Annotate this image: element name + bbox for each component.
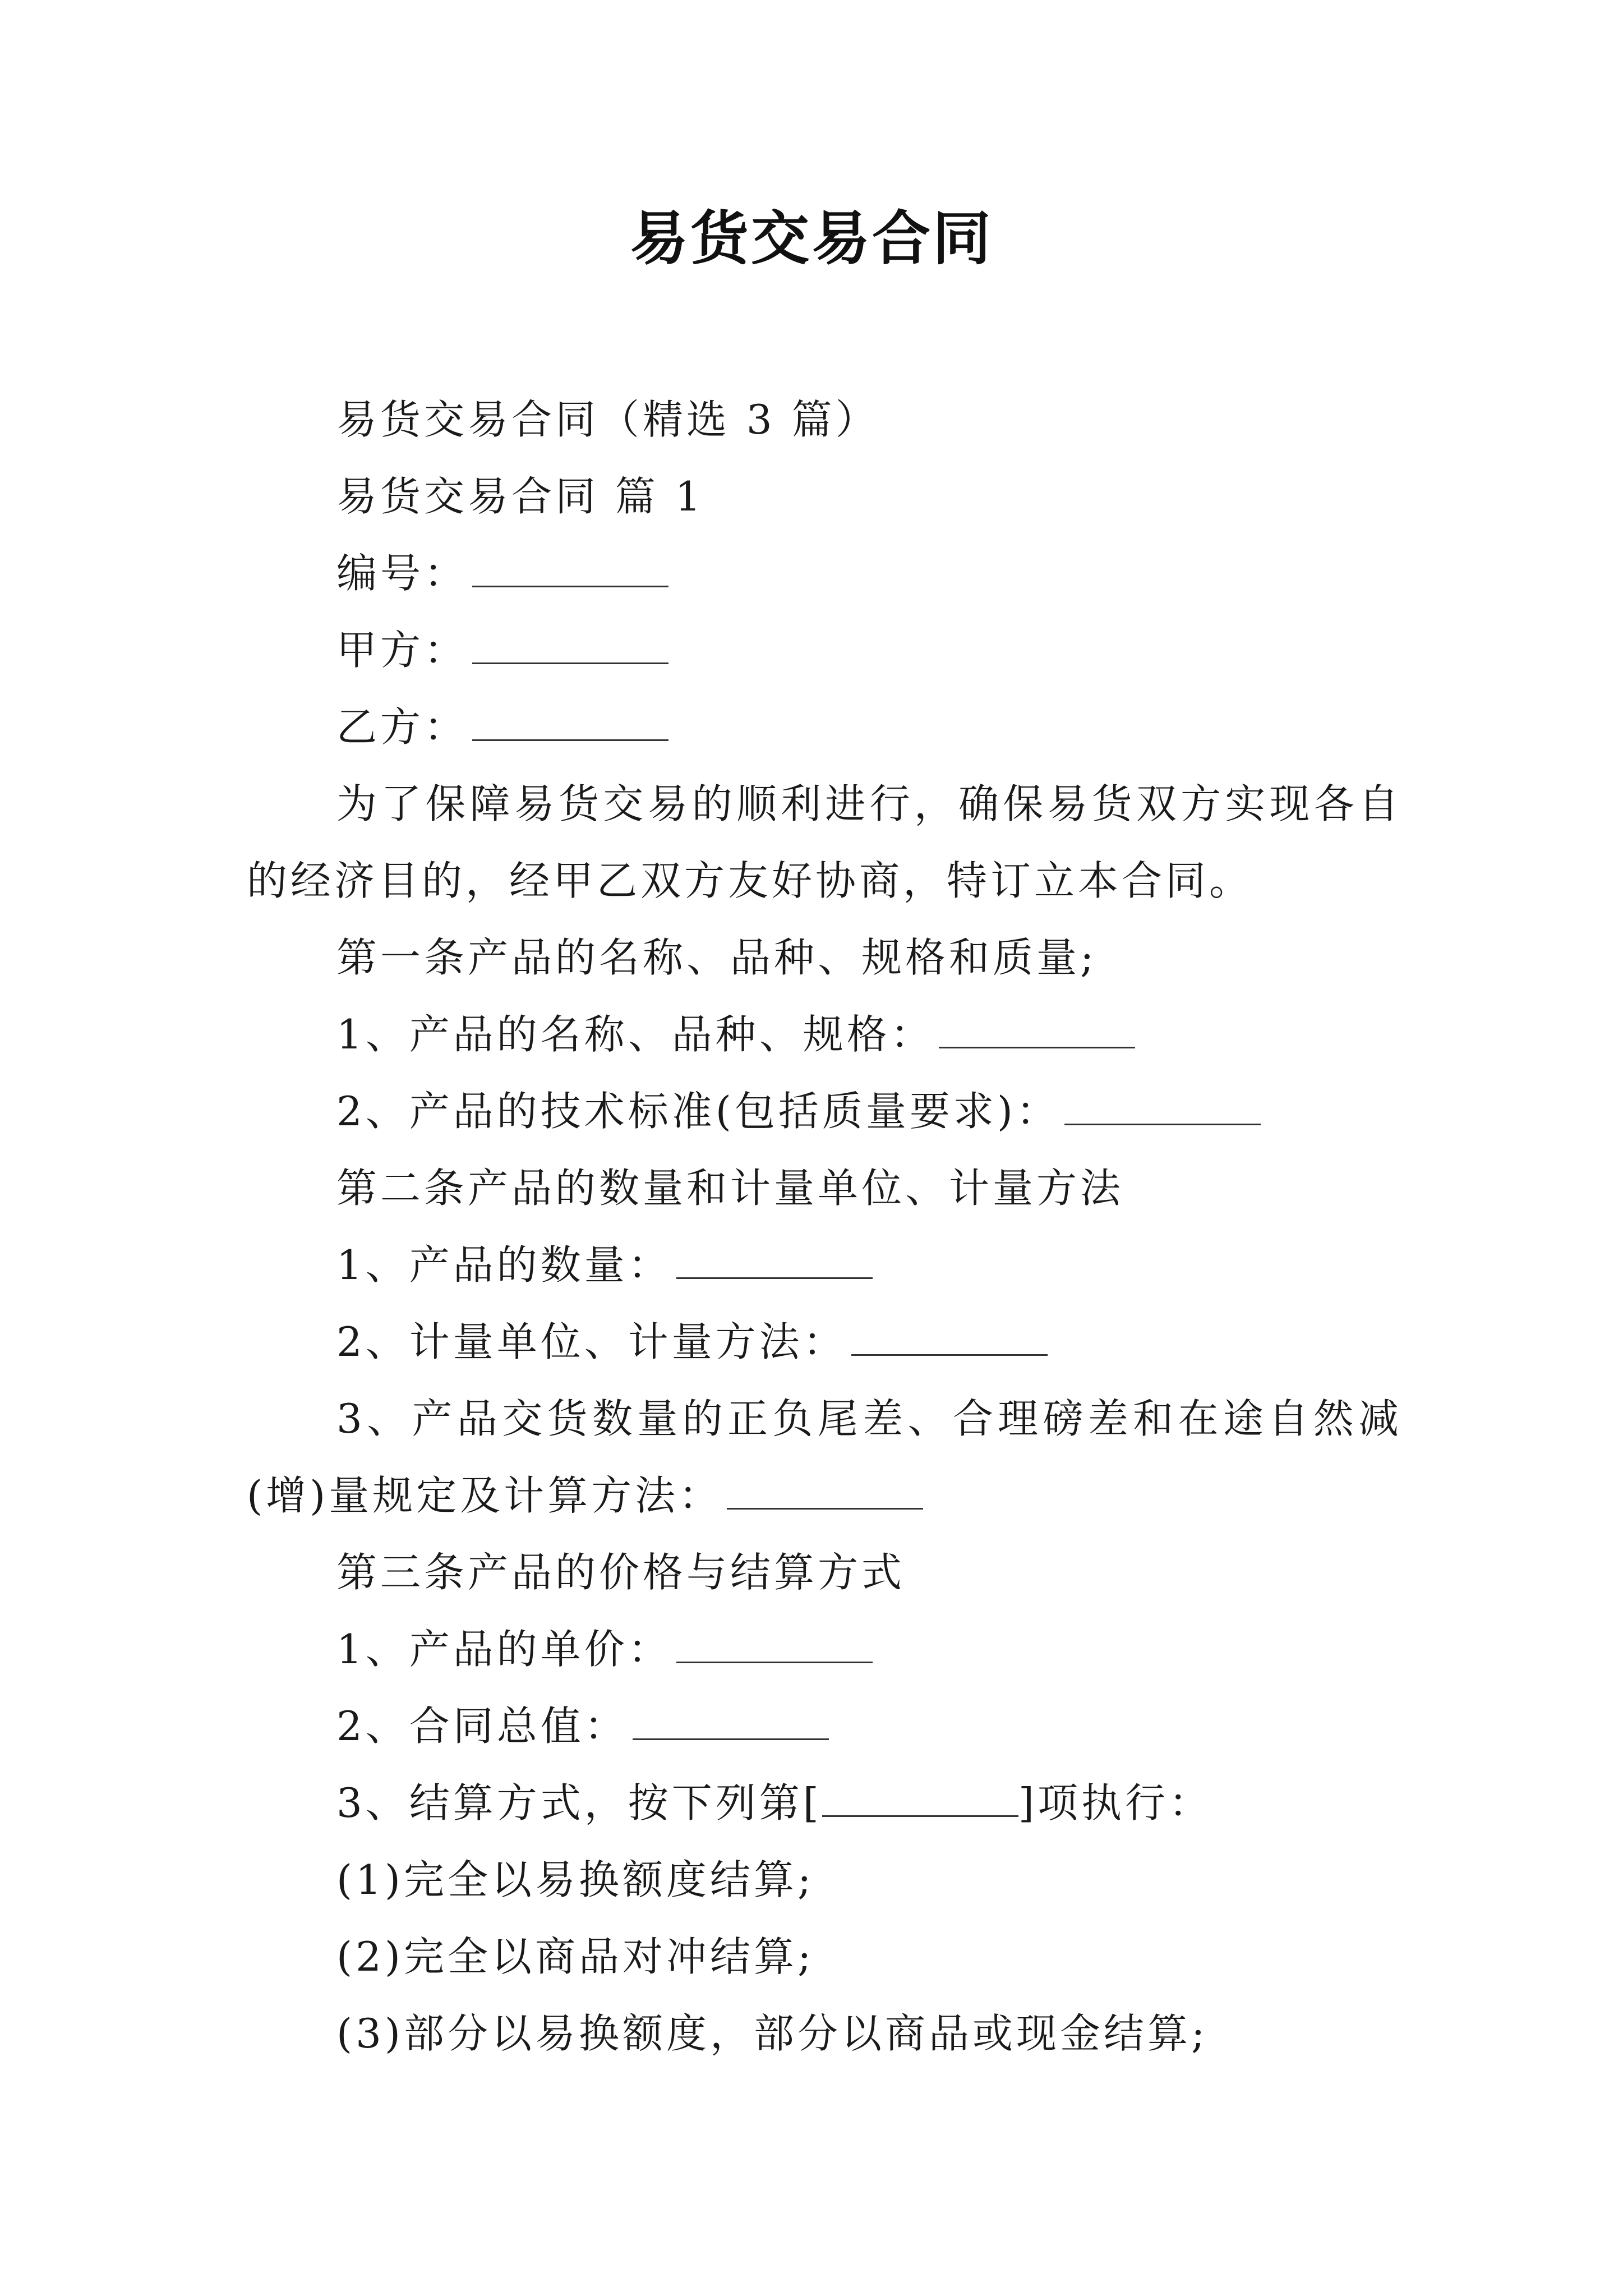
article-3-item-3-text-post: ]项执行： <box>1018 1779 1212 1826</box>
article-3-item-3-blank <box>822 1780 1018 1817</box>
article-3-item-1 <box>247 1611 1402 1688</box>
article-3-item-2-text: 2、合同总值： <box>336 1703 628 1750</box>
option-1 <box>247 1842 1402 1918</box>
article-1-item-2 <box>247 1073 1402 1150</box>
article-2-item-3 <box>247 1381 1402 1534</box>
option-2 <box>247 1918 1402 1995</box>
article-3-item-1-blank <box>676 1627 873 1663</box>
document-body <box>247 381 1402 2072</box>
article-1-text: 第一条产品的名称、品种、规格和质量; <box>336 934 1098 981</box>
section-heading <box>247 458 1402 535</box>
article-2-item-3-blank <box>727 1473 923 1510</box>
article-3-item-2-blank <box>633 1704 829 1740</box>
intro-paragraph: 为了保障易货交易的顺利进行，确保易货双方实现各自的经济目的，经甲乙双方友好协商，特订立本合同。 <box>247 780 1402 904</box>
article-3-item-3 <box>247 1765 1402 1842</box>
article-1-item-2-blank <box>1064 1089 1261 1125</box>
party-a-label: 甲方： <box>336 627 468 674</box>
article-3-heading <box>247 1534 1402 1611</box>
article-3-item-2 <box>247 1688 1402 1765</box>
option-3 <box>247 1995 1402 2072</box>
article-2-item-2 <box>247 1304 1402 1381</box>
article-2-item-3-text: 3、产品交货数量的正负尾差、合理磅差和在途自然减(增)量规定及计算方法： <box>247 1395 1402 1519</box>
article-2-item-2-blank <box>851 1319 1048 1356</box>
party-b-line <box>247 689 1402 766</box>
party-b-blank <box>472 705 668 741</box>
article-1-item-1 <box>247 996 1402 1073</box>
article-3-item-3-text-pre: 3、结算方式，按下列第[ <box>336 1779 822 1826</box>
article-2-item-1-text: 1、产品的数量： <box>336 1241 672 1289</box>
party-a-blank <box>472 628 668 664</box>
article-3-item-1-text: 1、产品的单价： <box>336 1626 672 1673</box>
option-1-text: (1)完全以易换额度结算; <box>336 1856 815 1903</box>
option-3-text: (3)部分以易换额度，部分以商品或现金结算; <box>336 2010 1209 2057</box>
article-1-heading <box>247 919 1402 996</box>
contract-number-blank <box>472 551 668 587</box>
option-2-text: (2)完全以商品对冲结算; <box>336 1933 815 1980</box>
subtitle-selection <box>247 381 1402 458</box>
article-2-item-2-text: 2、计量单位、计量方法： <box>336 1318 847 1365</box>
party-a-line <box>247 612 1402 689</box>
contract-number-label: 编号： <box>336 550 468 597</box>
article-2-text: 第二条产品的数量和计量单位、计量方法 <box>336 1165 1124 1212</box>
article-2-heading <box>247 1150 1402 1227</box>
article-2-item-1 <box>247 1227 1402 1304</box>
article-1-item-1-blank <box>939 1012 1135 1048</box>
subtitle-text: 易货交易合同（精选 3 篇） <box>336 396 879 443</box>
party-b-label: 乙方： <box>336 703 468 751</box>
article-1-item-2-text: 2、产品的技术标准(包括质量要求)： <box>336 1088 1060 1135</box>
article-1-item-1-text: 1、产品的名称、品种、规格： <box>336 1011 934 1058</box>
article-2-item-1-blank <box>676 1243 873 1279</box>
document-title: 易货交易合同 <box>629 204 993 273</box>
contract-number-line <box>247 535 1402 612</box>
article-3-text: 第三条产品的价格与结算方式 <box>336 1549 906 1596</box>
section-heading-text: 易货交易合同 篇 1 <box>336 473 704 520</box>
